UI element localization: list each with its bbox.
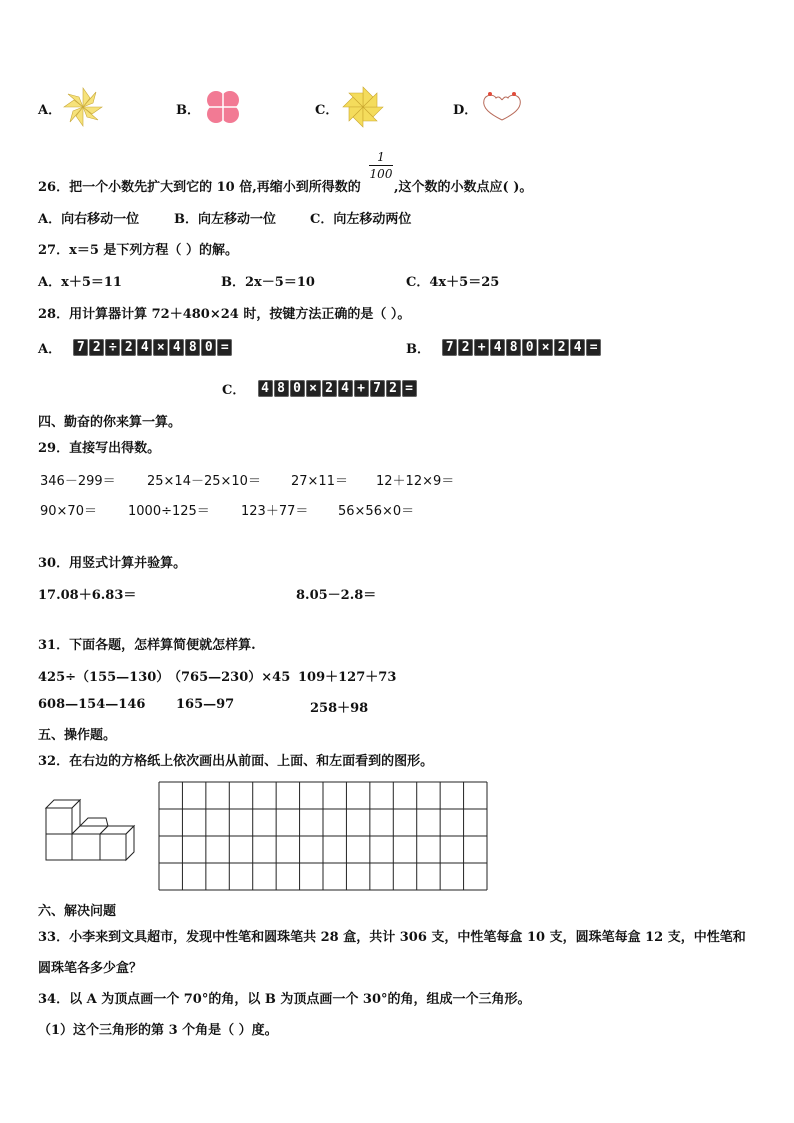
q31-item: （765—230）×45 xyxy=(168,670,291,685)
q26-option-a: A．向右移动一位 xyxy=(38,212,140,227)
q26-text-after: ,这个数的小数点应( )。 xyxy=(394,180,533,195)
q27-option-b: B．2x－5＝10 xyxy=(221,275,315,290)
pink-four-heart-flower-icon xyxy=(202,86,244,128)
q28-option_a-key: 4 xyxy=(169,339,184,356)
q29-question: 29．直接写出得数。 xyxy=(38,441,161,456)
q34-question: 34．以 A 为顶点画一个 70°的角，以 B 为顶点画一个 30°的角，组成一个三角形。 xyxy=(38,992,531,1007)
q28-option-a-label: A． xyxy=(38,342,62,357)
q26-question xyxy=(38,176,361,195)
q28-option_a-key: × xyxy=(153,339,168,356)
q28-option_c-key: 0 xyxy=(290,380,305,397)
q28-option-c xyxy=(222,379,418,398)
q27-question: 27．x＝5 是下列方程（ ）的解。 xyxy=(38,243,238,258)
q30-item: 17.08＋6.83＝ xyxy=(38,588,137,603)
q28-option_c-key: 2 xyxy=(322,380,337,397)
q28-option_b-key: 4 xyxy=(490,339,505,356)
q29-item: 90×70＝ xyxy=(40,504,97,519)
q28-option_c-key: × xyxy=(306,380,321,397)
q28-option_c-key: + xyxy=(354,380,369,397)
q26-fraction-denominator: 100 xyxy=(369,167,393,181)
q28-option_c-key: 4 xyxy=(338,380,353,397)
q28-option_c-key: 7 xyxy=(370,380,385,397)
q28-option_c-key: = xyxy=(402,380,417,397)
q26-text-before: 26．把一个小数先扩大到它的 10 倍,再缩小到所得数的 xyxy=(38,180,361,195)
cube-stack-figure xyxy=(46,798,138,864)
q29-item: 1000÷125＝ xyxy=(128,504,210,519)
q29-item: 123＋77＝ xyxy=(241,504,309,519)
q30-question: 30．用竖式计算并验算。 xyxy=(38,556,187,571)
q28-option_c-key: 4 xyxy=(258,380,273,397)
q28-option_a-key: ÷ xyxy=(105,339,120,356)
q26-fraction xyxy=(369,150,393,181)
q25-option-d-label: D． xyxy=(453,103,478,118)
q28-option_b-key: 4 xyxy=(570,339,585,356)
q28-option_c-key: 8 xyxy=(274,380,289,397)
q25-option-c-label: C． xyxy=(315,103,339,118)
yellow-pinwheel-square-icon xyxy=(342,86,384,128)
section-4-heading: 四、勤奋的你来算一算。 xyxy=(38,415,182,430)
q28-option-b-keys xyxy=(442,339,602,356)
section-5-heading: 五、操作题。 xyxy=(38,728,117,743)
q28-option-b xyxy=(406,338,602,357)
q31-question: 31．下面各题，怎样算简便就怎样算. xyxy=(38,638,256,653)
grid-paper[interactable] xyxy=(159,782,487,890)
q28-option_b-key: × xyxy=(538,339,553,356)
q28-option_a-key: 8 xyxy=(185,339,200,356)
q28-option_a-key: 2 xyxy=(89,339,104,356)
q28-option-a-keys xyxy=(73,339,233,356)
q28-option_b-key: 2 xyxy=(554,339,569,356)
q29-item: 346－299＝ xyxy=(40,474,116,489)
q29-item: 27×11＝ xyxy=(291,474,348,489)
q26-option-b: B．向左移动一位 xyxy=(174,212,276,227)
q30-item: 8.05－2.8＝ xyxy=(296,588,377,603)
q29-item: 25×14－25×10＝ xyxy=(147,474,261,489)
q29-item: 56×56×0＝ xyxy=(338,504,415,519)
q28-option_b-key: = xyxy=(586,339,601,356)
pinwheel-yellow-icon xyxy=(62,86,104,128)
q33-line1: 33．小李来到文具超市，发现中性笔和圆珠笔共 28 盒，共计 306 支，中性笔每盒 10 支，圆珠笔每盒 12 支，中性笔和 xyxy=(38,930,746,945)
q28-option-b-label: B． xyxy=(406,342,430,357)
q28-option_b-key: + xyxy=(474,339,489,356)
q28-question: 28．用计算器计算 72＋480×24 时，按键方法正确的是（ ）。 xyxy=(38,307,411,322)
q26-option-c: C．向左移动两位 xyxy=(310,212,412,227)
q28-option_b-key: 8 xyxy=(506,339,521,356)
q31-item: 165—97 xyxy=(176,697,235,712)
q28-option_b-key: 0 xyxy=(522,339,537,356)
q28-option-c-label: C． xyxy=(222,383,246,398)
q28-option_a-key: 2 xyxy=(121,339,136,356)
q26-fraction-numerator: 1 xyxy=(377,150,385,164)
q28-option_a-key: 7 xyxy=(73,339,88,356)
q28-option_b-key: 7 xyxy=(442,339,457,356)
q28-option-a xyxy=(38,338,233,357)
q25-option-b-label: B． xyxy=(176,103,200,118)
q33-line2: 圆珠笔各多少盒？ xyxy=(38,961,143,976)
q34-sub1: （1）这个三角形的第 3 个角是（ ）度。 xyxy=(38,1023,278,1038)
q31-item: 425÷（155—130） xyxy=(38,670,170,685)
two-chickens-hearts-icon xyxy=(478,88,526,124)
q28-option_a-key: 0 xyxy=(201,339,216,356)
q28-option_a-key: = xyxy=(217,339,232,356)
section-6-heading: 六、解决问题 xyxy=(38,904,117,919)
q32-question: 32．在右边的方格纸上依次画出从前面、上面、和左面看到的图形。 xyxy=(38,754,434,769)
q31-item: 258＋98 xyxy=(310,701,369,716)
q27-option-c: C．4x＋5＝25 xyxy=(406,275,500,290)
q28-option_b-key: 2 xyxy=(458,339,473,356)
q25-option-a-label: A． xyxy=(38,103,62,118)
q28-option_a-key: 4 xyxy=(137,339,152,356)
q29-item: 12＋12×9＝ xyxy=(376,474,455,489)
q27-option-a: A．x＋5＝11 xyxy=(38,275,122,290)
q28-option_c-key: 2 xyxy=(386,380,401,397)
q28-option-c-keys xyxy=(258,380,418,397)
q31-item: 109＋127＋73 xyxy=(298,670,397,685)
q31-item: 608—154—146 xyxy=(38,697,146,712)
